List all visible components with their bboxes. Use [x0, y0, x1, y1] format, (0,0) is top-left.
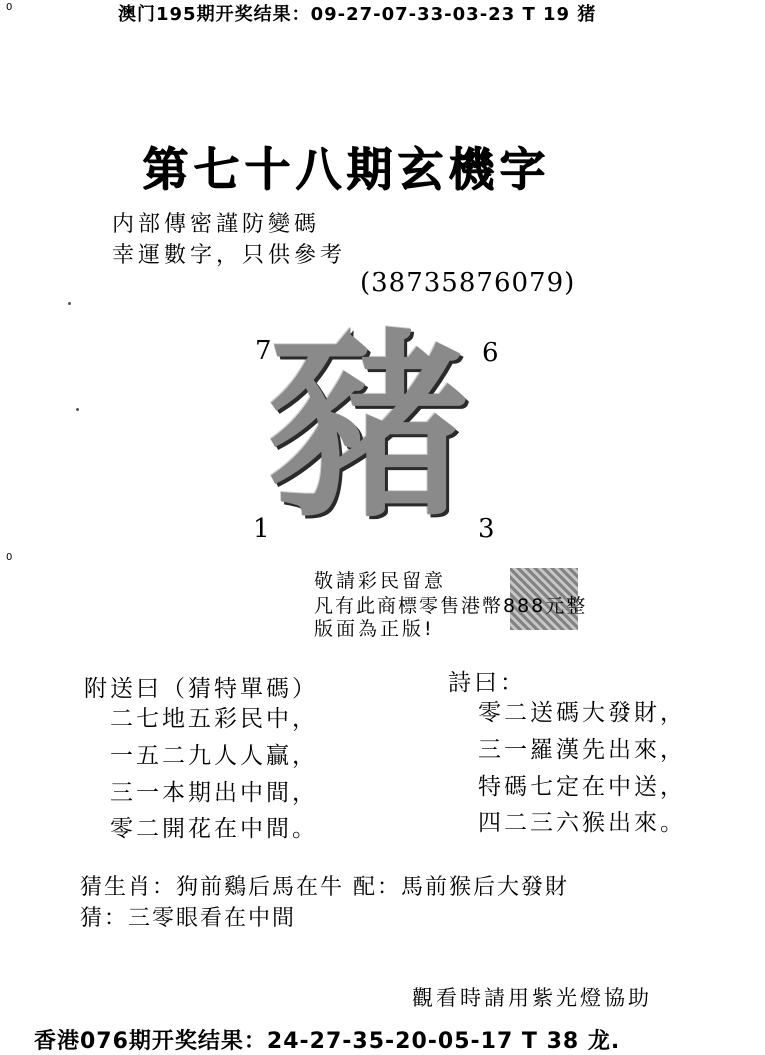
notice-line-3: 版面為正版! [314, 618, 435, 640]
uv-light-tip: 觀看時請用紫光燈協助 [412, 986, 652, 1010]
riddle-lines [110, 701, 318, 848]
zodiac-guess-line: 猜生肖：狗前鷄后馬在牛 配：馬前猴后大發財 [80, 875, 569, 900]
margin-mark-top: 0 [6, 2, 13, 13]
riddle-line: 三一本期出中間， [110, 779, 318, 806]
pig-emblem [260, 310, 500, 545]
emblem-number-top-left: 7 [255, 336, 272, 366]
emblem-number-top-right: 6 [482, 338, 499, 368]
riddle-line: 零二開花在中間。 [110, 816, 318, 843]
riddle-line: 二七地五彩民中， [110, 706, 318, 732]
intro-line-2: 幸運數字，只供參考 [112, 243, 347, 268]
intro-line-1: 内部傳密謹防變碼 [112, 212, 321, 237]
header-result: 澳门195期开奖结果：09-27-07-33-03-23 T 19 猪 [118, 4, 597, 25]
emblem-number-bottom-left: 1 [253, 514, 270, 544]
margin-mark-middle: 0 [6, 552, 13, 563]
poem-heading: 詩曰： [448, 670, 526, 696]
poem-line: 四二三六猴出來。 [478, 810, 686, 837]
scan-speck [76, 408, 79, 411]
poem-line: 零二送碼大發財， [478, 700, 686, 726]
lucky-number-code: (38735876079) [360, 268, 576, 298]
pig-character: 豬 [268, 310, 469, 545]
number-guess-line: 猜：三零眼看在中間 [80, 906, 297, 931]
poem-lines [478, 695, 686, 842]
riddle-line: 一五二九人人贏， [110, 742, 318, 769]
riddle-heading: 附送曰（猜特單碼） [84, 676, 318, 702]
poem-line: 三一羅漢先出來， [478, 736, 686, 763]
footer-result: 香港076期开奖结果：24-27-35-20-05-17 T 38 龙. [34, 1029, 621, 1054]
notice-line-1: 敬請彩民留意 [314, 570, 447, 592]
notice-line-2: 凡有此商標零售港幣888元整 [314, 595, 588, 617]
emblem-number-bottom-right: 3 [478, 514, 495, 544]
page-title: 第七十八期玄機字 [142, 142, 550, 196]
poem-line: 特碼七定在中送， [478, 773, 686, 800]
scan-speck [68, 302, 71, 305]
